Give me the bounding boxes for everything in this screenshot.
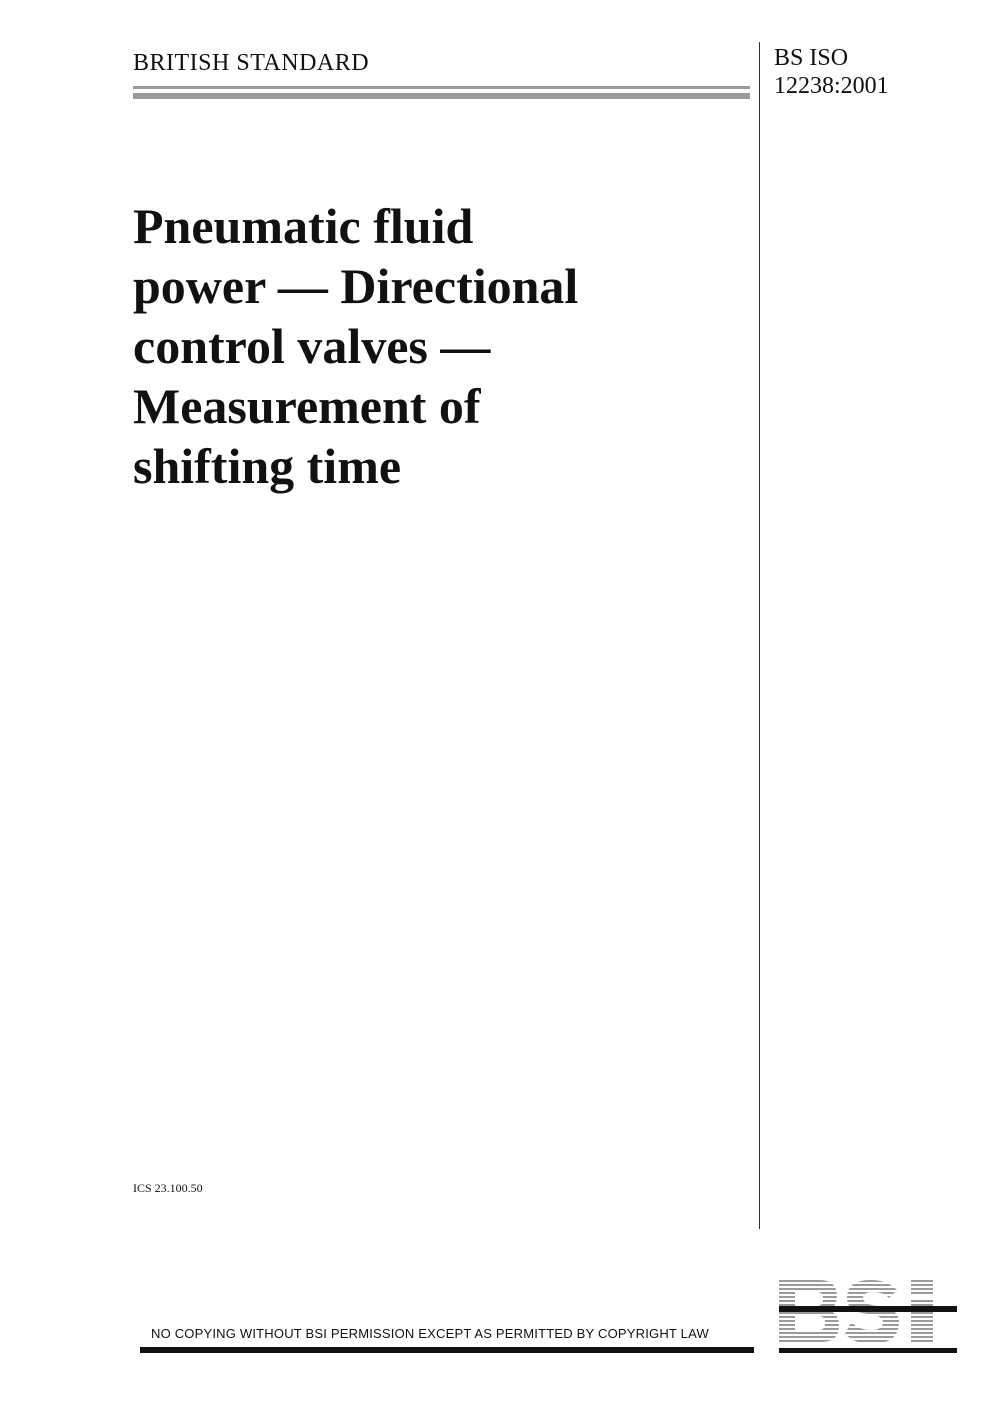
title-line: Measurement of: [133, 378, 481, 434]
document-number-line2: 12238:2001: [774, 73, 889, 99]
title-line: power — Directional: [133, 258, 579, 314]
bsi-logo: [779, 1276, 957, 1361]
document-number-line1: BS ISO: [774, 45, 849, 71]
document-title: [133, 196, 733, 496]
footer-rule: [140, 1347, 754, 1353]
title-line: control valves —: [133, 318, 491, 374]
document-type-label: BRITISH STANDARD: [133, 50, 370, 76]
document-number: [774, 44, 889, 100]
vertical-divider: [759, 42, 760, 1229]
header-rule-thick: [133, 93, 750, 99]
title-line: Pneumatic fluid: [133, 198, 474, 254]
header-rule-thin: [133, 86, 750, 89]
copyright-notice: NO COPYING WITHOUT BSI PERMISSION EXCEPT AS PERMITTED BY COPYRIGHT LAW: [151, 1326, 709, 1341]
ics-code: ICS 23.100.50: [133, 1181, 203, 1195]
title-line: shifting time: [133, 438, 402, 494]
